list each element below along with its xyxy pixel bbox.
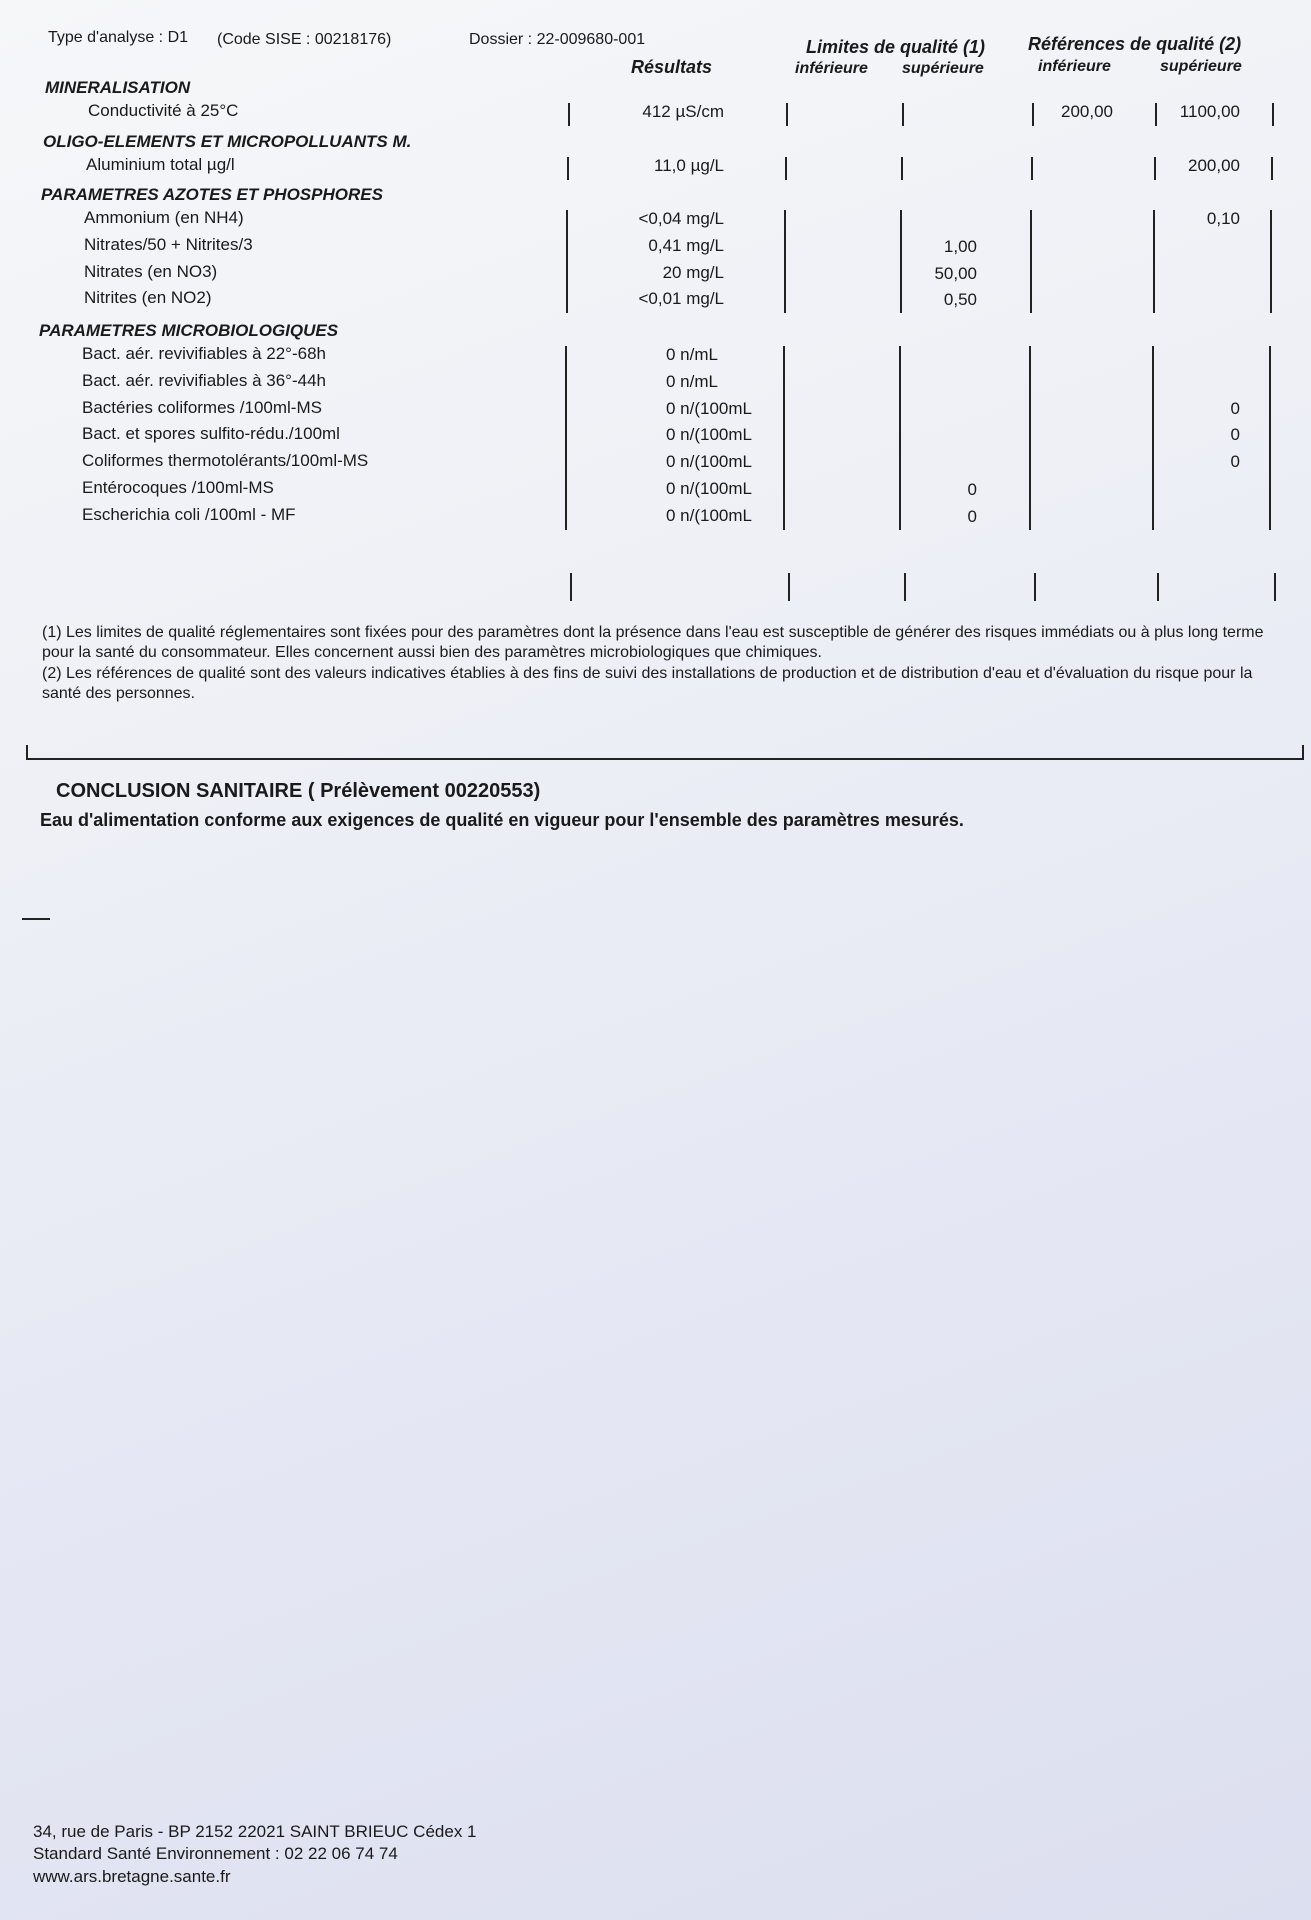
column-divider xyxy=(1272,103,1274,126)
result-value: 0 n/mL xyxy=(666,371,718,391)
column-divider xyxy=(1031,157,1033,180)
references-inferieure-header: inférieure xyxy=(1038,58,1111,75)
result-value: 0 n/mL xyxy=(666,345,718,364)
limite-superieure-value: 1,00 xyxy=(943,236,977,256)
column-divider xyxy=(783,346,785,530)
footer-website: www.ars.bretagne.sante.fr xyxy=(33,1867,231,1886)
references-header: Références de qualité (2) xyxy=(1028,34,1242,54)
references-superieure-header: supérieure xyxy=(1160,58,1242,75)
column-divider xyxy=(568,103,570,126)
resultats-header: Résultats xyxy=(631,57,713,77)
result-value: 0 n/(100mL xyxy=(666,479,752,498)
column-divider xyxy=(901,157,903,180)
parameter-name: Escherichia coli /100ml - MF xyxy=(82,504,296,524)
column-divider xyxy=(784,210,786,313)
limite-superieure-value: 50,00 xyxy=(934,263,977,283)
column-divider xyxy=(1032,103,1034,126)
parameter-name: Conductivité à 25°C xyxy=(88,101,239,120)
column-divider xyxy=(786,103,788,126)
reference-superieure-value: 1100,00 xyxy=(1179,102,1240,121)
reference-superieure-value: 200,00 xyxy=(1188,156,1240,175)
column-divider xyxy=(904,573,906,601)
parameter-name: Bact. et spores sulfito-rédu./100ml xyxy=(82,424,340,444)
column-divider xyxy=(788,573,790,601)
parameter-name: Bact. aér. revivifiables à 22°-68h xyxy=(82,344,326,363)
code-sise: (Code SISE : 00218176) xyxy=(217,31,392,48)
result-value: 412 µS/cm xyxy=(642,102,724,121)
limite-superieure-value: 0,50 xyxy=(943,290,977,310)
column-divider xyxy=(902,103,904,126)
column-divider xyxy=(1155,103,1157,126)
result-value: 0 n/(100mL xyxy=(666,505,752,525)
reference-superieure-value: 0,10 xyxy=(1206,209,1240,228)
limites-inferieure-header: inférieure xyxy=(795,60,868,77)
column-divider xyxy=(566,210,568,313)
result-value: 20 mg/L xyxy=(662,262,724,282)
separator-line xyxy=(26,758,1304,760)
limite-superieure-value: 0 xyxy=(967,480,977,499)
separator-tick-left xyxy=(26,745,28,759)
result-value: <0,04 mg/L xyxy=(638,209,724,228)
column-divider xyxy=(1270,210,1272,313)
limites-superieure-header: supérieure xyxy=(902,60,984,77)
column-divider xyxy=(1029,346,1031,530)
result-value: 0 n/(100mL xyxy=(666,452,752,472)
section-title: PARAMETRES AZOTES ET PHOSPHORES xyxy=(41,185,383,204)
result-value: 0 n/(100mL xyxy=(666,398,752,418)
reference-superieure-value: 0 xyxy=(1230,398,1240,418)
result-value: 11,0 µg/L xyxy=(654,156,724,175)
column-divider xyxy=(567,157,569,180)
reference-superieure-value: 0 xyxy=(1230,425,1240,445)
column-divider xyxy=(1034,573,1036,601)
parameter-name: Nitrates/50 + Nitrites/3 xyxy=(84,234,253,254)
column-divider xyxy=(1030,210,1032,313)
result-value: <0,01 mg/L xyxy=(638,289,724,309)
column-divider xyxy=(1274,573,1276,601)
conclusion-title: CONCLUSION SANITAIRE ( Prélèvement 00220553) xyxy=(56,780,541,802)
limites-header: Limites de qualité (1) xyxy=(806,37,986,57)
column-divider xyxy=(899,346,901,530)
footer-phone: Standard Santé Environnement : 02 22 06 74 74 xyxy=(33,1844,398,1863)
footnote-1: (1) Les limites de qualité réglementaires sont fixées pour des paramètres dont la présence dans l'eau est susceptible de générer des risques immédiats ou à plus long terme pour la santé du consommateur. Elles concernent aussi bien des paramètres microbiologiques que chimiques. xyxy=(42,624,1264,661)
result-value: 0 n/(100mL xyxy=(666,425,752,445)
type-analyse: Type d'analyse : D1 xyxy=(48,29,189,46)
column-divider xyxy=(1152,346,1154,530)
reference-inferieure-value: 200,00 xyxy=(1061,102,1113,121)
column-divider xyxy=(1271,157,1273,180)
margin-mark xyxy=(22,918,50,920)
column-divider xyxy=(1154,157,1156,180)
footnote-2: (2) Les références de qualité sont des valeurs indicatives établies à des fins de suivi des installations de production et de distribution d'eau et d'évaluation du risque pour la santé des personnes. xyxy=(42,665,1253,702)
separator-tick-right xyxy=(1302,745,1304,759)
column-divider xyxy=(900,210,902,313)
column-divider xyxy=(1269,346,1271,530)
parameter-name: Aluminium total µg/l xyxy=(86,155,235,174)
column-divider xyxy=(1153,210,1155,313)
limite-superieure-value: 0 xyxy=(967,506,977,526)
column-divider xyxy=(565,346,567,530)
parameter-name: Bact. aér. revivifiables à 36°-44h xyxy=(82,370,326,390)
column-divider xyxy=(570,573,572,601)
conclusion-text: Eau d'alimentation conforme aux exigences de qualité en vigueur pour l'ensemble des paramètres mesurés. xyxy=(40,810,964,830)
parameter-name: Coliformes thermotolérants/100ml-MS xyxy=(82,451,369,471)
section-title: OLIGO-ELEMENTS ET MICROPOLLUANTS M. xyxy=(43,132,412,151)
result-value: 0,41 mg/L xyxy=(648,235,724,255)
parameter-name: Nitrites (en NO2) xyxy=(84,288,212,308)
column-divider xyxy=(785,157,787,180)
parameter-name: Nitrates (en NO3) xyxy=(84,261,218,281)
footer-address: 34, rue de Paris - BP 2152 22021 SAINT BRIEUC Cédex 1 xyxy=(33,1822,477,1841)
section-title: PARAMETRES MICROBIOLOGIQUES xyxy=(39,321,339,340)
reference-superieure-value: 0 xyxy=(1230,452,1240,472)
parameter-name: Entérocoques /100ml-MS xyxy=(82,478,274,497)
dossier-number: Dossier : 22-009680-001 xyxy=(469,31,646,48)
parameter-name: Ammonium (en NH4) xyxy=(84,208,244,227)
column-divider xyxy=(1157,573,1159,601)
parameter-name: Bactéries coliformes /100ml-MS xyxy=(82,397,322,417)
section-title: MINERALISATION xyxy=(45,78,191,97)
